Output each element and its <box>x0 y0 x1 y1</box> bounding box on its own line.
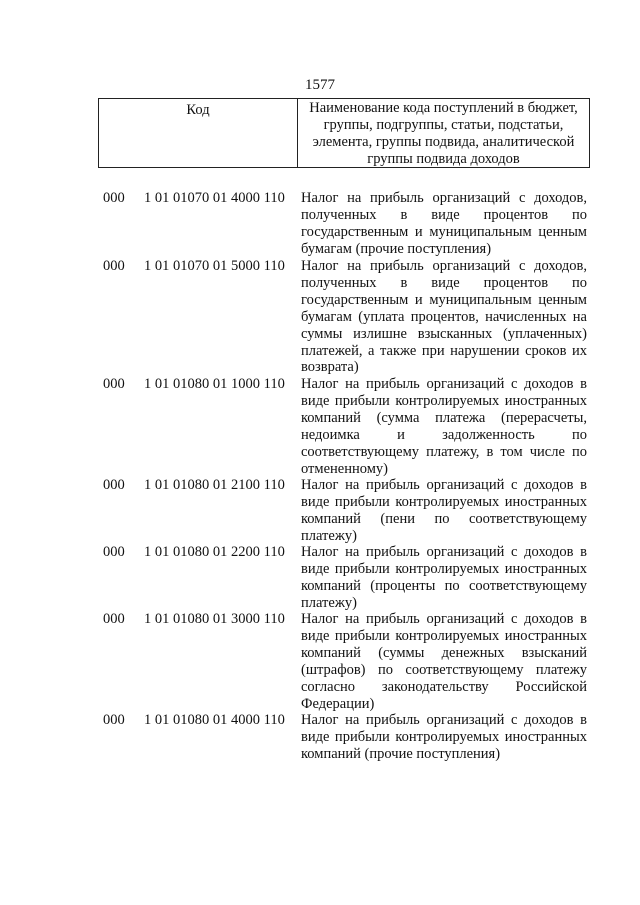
admin-code: 000 <box>103 190 125 206</box>
header-name-line: элемента, группы подвида, аналитической <box>312 134 575 150</box>
income-code: 1 01 01080 01 1000 110 <box>144 376 285 392</box>
description-line: платежу) <box>301 527 357 544</box>
header-name-line: группы, подгруппы, статьи, подстатьи, <box>323 117 564 133</box>
table-header <box>98 98 590 168</box>
income-code: 1 01 01080 01 2100 110 <box>144 477 285 493</box>
description-line: Налог на прибыль организаций с доходов, <box>301 190 587 206</box>
header-name-line: Наименование кода поступлений в бюджет, <box>309 100 578 116</box>
admin-code: 000 <box>103 477 125 493</box>
table-row <box>0 712 640 780</box>
description-line: полученных в виде процентов по <box>301 206 587 223</box>
description-line: государственным и муниципальным ценным <box>301 223 587 240</box>
page-number: 1577 <box>305 77 335 93</box>
description-line: Налог на прибыль организаций с доходов в <box>301 611 587 627</box>
description-line: виде прибыли контролируемых иностранных <box>301 627 587 644</box>
description-line: бумагам (прочие поступления) <box>301 240 492 257</box>
admin-code: 000 <box>103 258 125 274</box>
income-description <box>301 190 587 258</box>
income-description <box>301 611 587 712</box>
table-body <box>0 190 640 780</box>
header-name-line: группы подвида доходов <box>367 151 520 167</box>
admin-code: 000 <box>103 544 125 560</box>
description-line: (штрафов) по соответствующему платежу <box>301 661 587 678</box>
description-line: компаний (сумма платежа (перерасчеты, <box>301 409 587 426</box>
description-line: виде прибыли контролируемых иностранных <box>301 392 587 409</box>
income-description <box>301 712 587 763</box>
description-line: Налог на прибыль организаций с доходов в <box>301 544 587 560</box>
table-row <box>0 376 640 477</box>
table-row <box>0 190 640 258</box>
description-line: бумагам (уплата процентов, начисленных на <box>301 308 587 325</box>
table-row <box>0 258 640 376</box>
income-description <box>301 477 587 545</box>
admin-code: 000 <box>103 376 125 392</box>
description-line: Налог на прибыль организаций с доходов в <box>301 376 587 392</box>
description-line: Федерации) <box>301 695 375 712</box>
table-row <box>0 544 640 611</box>
description-line: платежей, а также при нарушении сроков их <box>301 342 587 359</box>
admin-code: 000 <box>103 712 125 728</box>
description-line: суммы излишне взысканных (уплаченных) <box>301 325 587 342</box>
description-line: виде прибыли контролируемых иностранных <box>301 728 587 745</box>
header-code-column: Код <box>99 99 298 167</box>
admin-code: 000 <box>103 611 125 627</box>
income-code: 1 01 01070 01 5000 110 <box>144 258 285 274</box>
description-line: Налог на прибыль организаций с доходов в <box>301 477 587 493</box>
description-line: соответствующему платежу, в том числе по <box>301 443 587 460</box>
description-line: согласно законодательству Российской <box>301 678 587 695</box>
description-line: Налог на прибыль организаций с доходов в <box>301 712 587 728</box>
description-line: виде прибыли контролируемых иностранных <box>301 560 587 577</box>
description-line: компаний (проценты по соответствующему <box>301 577 587 594</box>
income-code: 1 01 01080 01 2200 110 <box>144 544 285 560</box>
table-row <box>0 477 640 544</box>
income-description <box>301 544 587 612</box>
description-line: государственным и муниципальным ценным <box>301 291 587 308</box>
income-description <box>301 258 587 376</box>
description-line: виде прибыли контролируемых иностранных <box>301 493 587 510</box>
description-line: компаний (прочие поступления) <box>301 745 501 762</box>
income-code: 1 01 01080 01 3000 110 <box>144 611 285 627</box>
income-code: 1 01 01080 01 4000 110 <box>144 712 285 728</box>
description-line: компаний (пени по соответствующему <box>301 510 587 527</box>
description-line: возврата) <box>301 359 359 376</box>
description-line: компаний (суммы денежных взысканий <box>301 644 587 661</box>
description-line: платежу) <box>301 594 357 611</box>
description-line: отмененному) <box>301 460 388 477</box>
income-code: 1 01 01070 01 4000 110 <box>144 190 285 206</box>
description-line: Налог на прибыль организаций с доходов, <box>301 258 587 274</box>
header-name-column <box>298 99 589 167</box>
description-line: полученных в виде процентов по <box>301 274 587 291</box>
income-description <box>301 376 587 477</box>
table-row <box>0 611 640 712</box>
description-line: недоимка и задолженность по <box>301 426 587 443</box>
